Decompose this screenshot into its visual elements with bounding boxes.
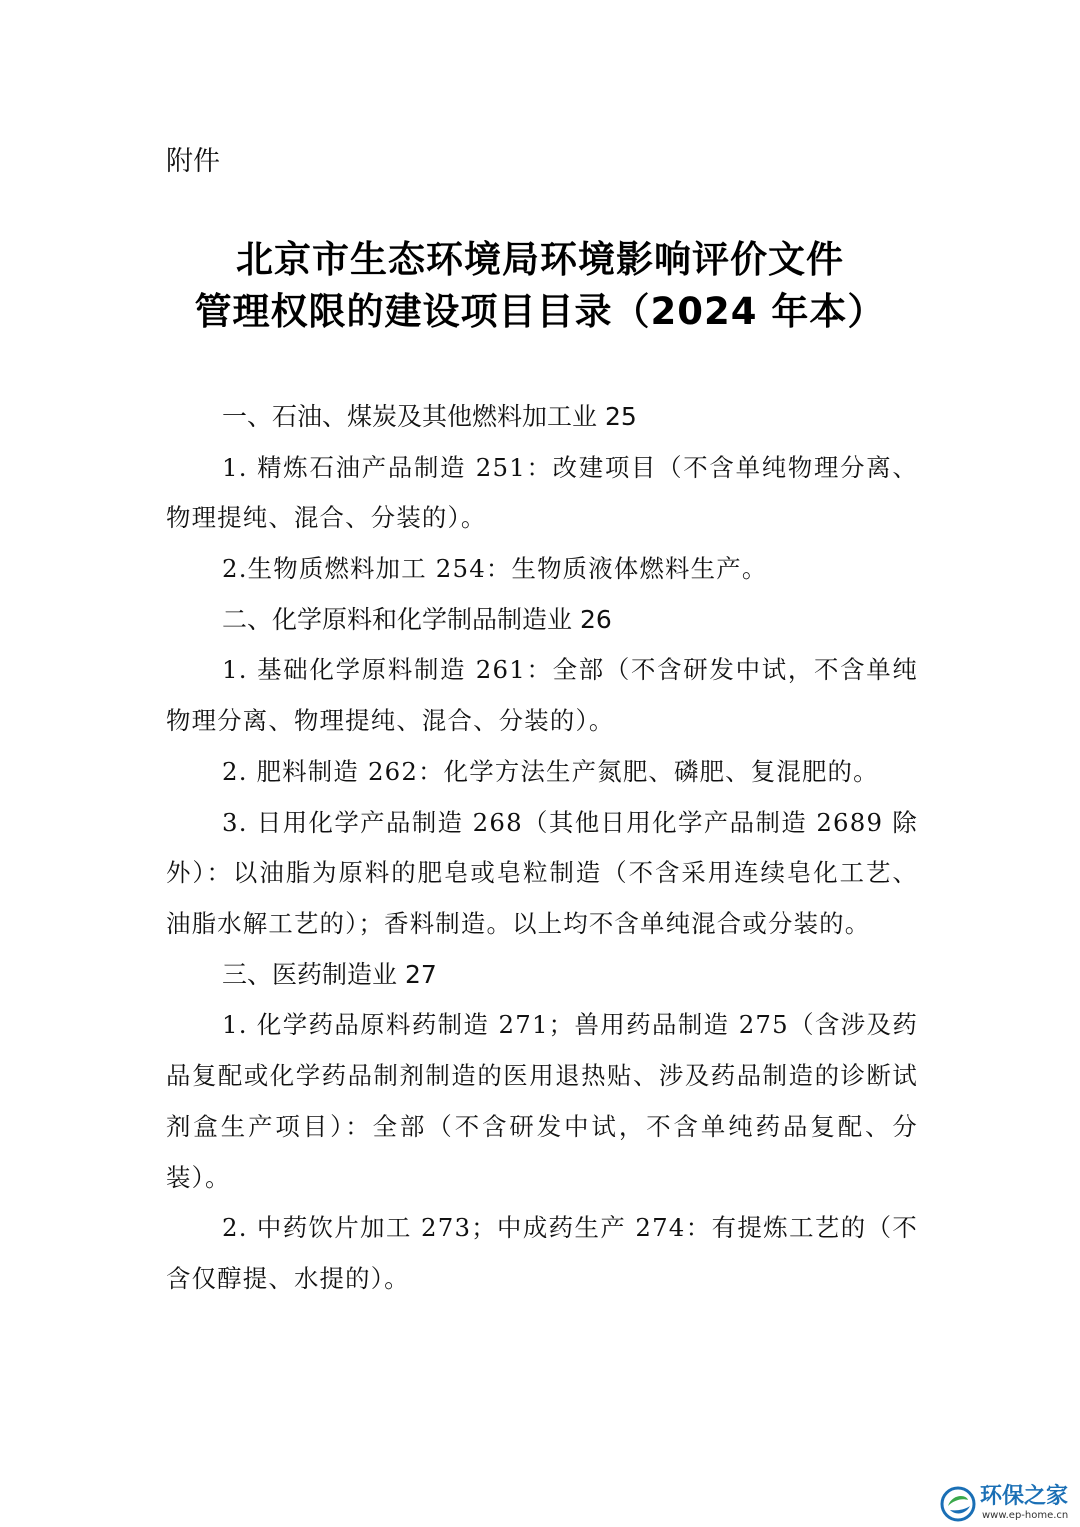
list-item: 2.生物质燃料加工 254：生物质液体燃料生产。	[222, 554, 768, 584]
section-heading: 二、化学原料和化学制品制造业 26	[222, 604, 612, 634]
document-title-line-2: 管理权限的建设项目目录（2024 年本）	[194, 290, 886, 333]
attachment-label: 附件	[166, 146, 220, 177]
document-body	[166, 392, 918, 1305]
section-heading: 三、医药制造业 27	[222, 959, 437, 989]
watermark-name: 环保之家	[980, 1484, 1069, 1509]
list-item: 1. 精炼石油产品制造 251：改建项目（不含单纯物理分离、物理提纯、混合、分装的）。	[166, 452, 918, 533]
watermark-logo	[940, 1484, 1075, 1524]
list-item: 1. 化学药品原料药制造 271；兽用药品制造 275（含涉及药品复配或化学药品制剂制造的医用退热贴、涉及药品制造的诊断试剂盒生产项目）：全部（不含研发中试，不含单纯药品复配、分装）。	[166, 1010, 918, 1192]
document-title-line-1: 北京市生态环境局环境影响评价文件	[236, 238, 844, 281]
list-item: 3. 日用化学产品制造 268（其他日用化学产品制造 2689 除外）：以油脂为原料的肥皂或皂粒制造（不含采用连续皂化工艺、油脂水解工艺的）；香料制造。以上均不含单纯混合或分装的。	[166, 807, 918, 938]
list-item: 2. 中药饮片加工 273；中成药生产 274：有提炼工艺的（不含仅醇提、水提的）。	[166, 1213, 918, 1293]
list-item: 1. 基础化学原料制造 261：全部（不含研发中试，不含单纯物理分离、物理提纯、混合、分装的）。	[166, 655, 918, 736]
list-item: 2. 肥料制造 262：化学方法生产氮肥、磷肥、复混肥的。	[222, 756, 879, 786]
section-heading: 一、石油、煤炭及其他燃料加工业 25	[222, 402, 637, 431]
watermark-url: www.ep-home.cn	[982, 1510, 1069, 1521]
ep-home-logo-icon	[940, 1486, 976, 1522]
